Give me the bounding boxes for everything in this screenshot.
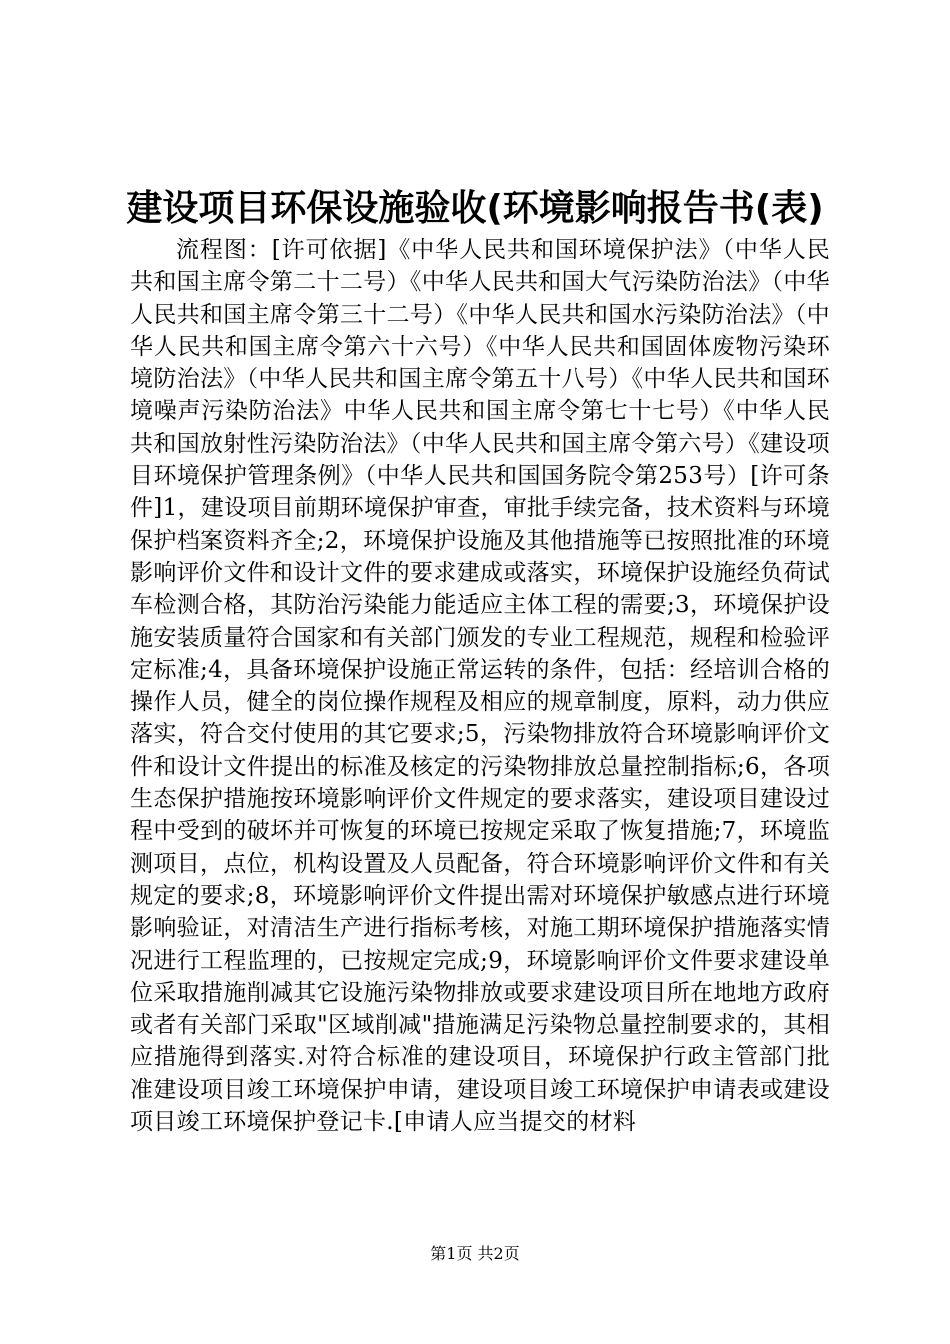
page-number-footer: 第1页 共2页 <box>430 1244 520 1263</box>
document-title: 建设项目环保设施验收(环境影响报告书(表) <box>126 188 824 229</box>
document-body: 流程图：[许可依据]《中华人民共和国环境保护法》（中华人民共和国主席令第二十二号）《中华人民共和国大气污染防治法》（中华人民共和国主席令第三十二号）《中华人民共和国水污染防治法》（中华人民共和国主席令第六十六号）《中华人民共和国固体废物污染环境防治法》（中华人民共和国主席令第五十八号）《中华人民共和国环境噪声污染防治法》中华人民共和国主席令第七十七号）《中华人民共和国放射性污染防治法》（中华人民共和国主席令第六号）《建设项目环境保护管理条例》（中华人民共和国国务院令第253号）[许可条件]1，建设项目前期环境保护审查，审批手续完备，技术资料与环境保护档案资料齐全;2，环境保护设施及其他措施等已按照批准的环境影响评价文件和设计文件的要求建成或落实，环境保护设施经负荷试车检测合格，其防治污染能力能适应主体工程的需要;3，环境保护设施安装质量符合国家和有关部门颁发的专业工程规范，规程和检验评定标准;4，具备环境保护设施正常运转的条件，包括：经培训合格的操作人员，健全的岗位操作规程及相应的规章制度，原料，动力供应落实，符合交付使用的其它要求;5，污染物排放符合环境影响评价文件和设计文件提出的标准及核定的污染物排放总量控制指标;6，各项生态保护措施按环境影响评价文件规定的要求落实，建设项目建设过程中受到的破坏并可恢复的环境已按规定采取了恢复措施;7，环境监测项目，点位，机构设置及人员配备，符合环境影响评价文件和有关规定的要求;8，环境影响评价文件提出需对环境保护敏感点进行环境影响验证，对清洁生产进行指标考核，对施工期环境保护措施落实情况进行工程监理的，已按规定完成;9，环境影响评价文件要求建设单位采取措施削减其它设施污染物排放或要求建设项目所在地地方政府或者有关部门采取"区域削减"措施满足污染物总量控制要求的，其相应措施得到落实.对符合标准的建设项目，环境保护行政主管部门批准建设项目竣工环境保护申请，建设项目竣工环境保护申请表或建设项目竣工环境保护登记卡.[申请人应当提交的材料 <box>130 237 830 1136</box>
